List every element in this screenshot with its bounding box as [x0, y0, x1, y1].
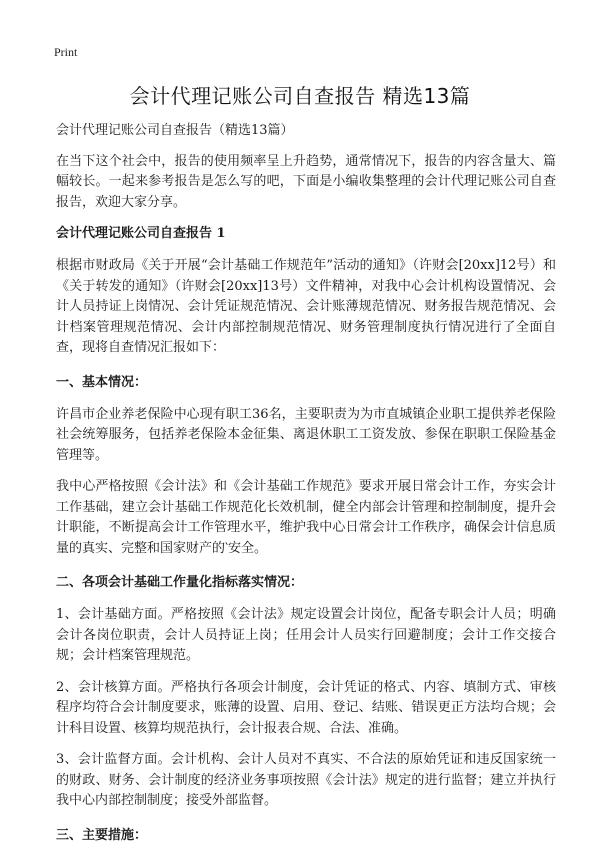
- list-item-accounting-supervision: 3、会计监督方面。会计机构、会计人员对不真实、不合法的原始凭证和违反国家统一的财政、财务、会计制度的经济业务事项按照《会计法》规定的进行监督；建立并执行我中心内部控制制度；接受外部监督。: [56, 752, 556, 808]
- intro-paragraph: 在当下这个社会中，报告的使用频率呈上升趋势，通常情况下，报告的内容含量大、篇幅较长。一起来参考报告是怎么写的吧，下面是小编收集整理的会计代理记账公司自查报告，欢迎大家分享。: [56, 153, 556, 210]
- section-heading: 会计代理记账公司自查报告 1: [56, 226, 226, 241]
- heading-main-measures: 三、主要措施：: [56, 827, 148, 843]
- article-body: [56, 121, 556, 858]
- page-title: 会计代理记账公司自查报告 精选13篇: [129, 84, 471, 108]
- paragraph-notice: 根据市财政局《关于开展“会计基础工作规范年”活动的通知》（许财会[20xx]12号）和《关于转发的通知》（许财会[20xx]13号）文件精神，对我中心会计机构设置情况、会计人员持证上岗情况、会计凭证规范情况、会计账薄规范情况、财务报告规范情况、会计档案管理规范情况、会计内部控制规范情况、财务管理制度执行情况进行了全面自查，现将自查情况汇报如下：: [56, 258, 556, 355]
- article-subtitle: 会计代理记账公司自查报告（精选13篇）: [56, 123, 294, 138]
- list-item-accounting-accounting: 2、会计核算方面。严格执行各项会计制度，会计凭证的格式、内容、填制方式、审核程序均符合会计制度要求，账薄的设置、启用、登记、结账、错误更正方法均合规；会计科目设置、核算均规范执行，会计报表合规、合法、准确。: [56, 679, 556, 736]
- paragraph-center-overview: 许昌市企业养老保险中心现有职工36名，主要职责为为市直城镇企业职工提供养老保险社会统筹服务，包括养老保险本金征集、离退休职工工资发放、参保在职职工保险基金管理等。: [56, 406, 556, 463]
- print-link[interactable]: Print: [54, 45, 78, 59]
- heading-basic-situation: 一、基本情况：: [56, 374, 148, 390]
- list-item-accounting-basis: 1、会计基础方面。严格按照《会计法》规定设置会计岗位，配备专职会计人员；明确会计各岗位职责，会计人员持证上岗；任用会计人员实行回避制度；会计工作交接合规；会计档案管理规范。: [56, 607, 556, 663]
- heading-indicators: 二、各项会计基础工作量化指标落实情况：: [56, 575, 304, 590]
- paragraph-accounting-practice: 我中心严格按照《会计法》和《会计基础工作规范》要求开展日常会计工作，夯实会计工作基础，建立会计基础工作规范化长效机制，健全内部会计管理和控制制度，提升会计职能，不断提高会计工作管理水平，维护我中心日常会计工作秩序，确保会计信息质量的真实、完整和国家财产的‵安全。: [56, 479, 556, 556]
